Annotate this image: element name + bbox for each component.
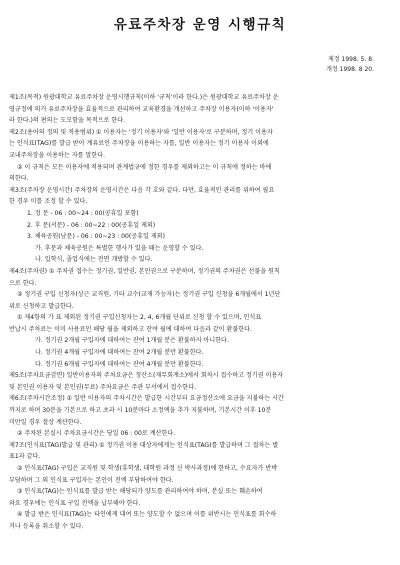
text-line: 까지로 하며 30분을 기본으로 하고 초과 시 10분마다 소정액을 추가 지불하며, 기본시간 이후 10분 xyxy=(9,407,272,415)
text-line: 제5조(주차요금감면) 일반이용자의 주차요금은 정산소(재무회계소)에서 회차시 접수하고 정기권 이용자 xyxy=(9,372,284,380)
text-line: 와요 경우에는 인식표 구입 전액을 납부해야 한다. xyxy=(9,499,141,507)
text-line: 영규정에 의거 유료주차장을 효율적으로 관리하여 교육환경을 개선하고 주차장 이용자(이하 '이용자' xyxy=(9,105,274,113)
text-line: 제4조(주차권) ① 주차권 접수는 정기권, 일반권, 본인권으로 구분하며, 정기권의 주차권은 선불을 원칙 xyxy=(9,267,280,275)
enacted-date: 제정 1998. 5. 8. xyxy=(328,56,374,63)
text-line: 및 본인권 이용자 및 본인권(무료) 주차요금은 주관 부서에서 접수한다. xyxy=(9,383,197,391)
text-line: 가. 후문과 체육공원은 특별한 행사가 있을 때는 운영할 수 있다. xyxy=(35,244,204,252)
text-line: 는 인식표(TAG)를 발급 받아 계유료인 주차장을 이용하는 자를, 일반 이용자는 정기 이용자 이외에 xyxy=(9,140,269,148)
text-line: 한 경우 이를 조정 할 수 있다. xyxy=(9,198,88,206)
text-line: 1. 정 문 - 06 : 00~24 : 00(공휴일 포함) xyxy=(27,209,139,217)
text-line: 제2조(용어의 정의 및 적용범위) ① 이용자는 '정기 이용자'와 '일반 이용자'로 구분하며, 정기 이용자 xyxy=(9,128,273,136)
text-line: 미만일 경우 절상 계산한다. xyxy=(9,418,82,426)
text-line: ① 제4항의 가 표 제외된 정기권 구입신청자는 2, 4, 6개월 단위로 신청 할 수 있으며, 인식표 xyxy=(17,314,262,322)
text-line: 표1과 같다. xyxy=(9,453,41,461)
text-line: ② 인식표(TAG) 구입은 교직원 및 학생(휴학생, 대학원 과정 신 박사과정)에 한하고, 수요자가 반박 xyxy=(17,465,278,472)
text-line: 나. 정기권 4개월 구입자에 대하여는 잔여 2개월 분만 환불한다. xyxy=(35,349,204,357)
text-line: 으로 한다. xyxy=(9,279,37,287)
text-line: ② 주차된 본실시 주차요금시간은 당일 06 : 00로 계산한다. xyxy=(17,430,176,438)
text-line: 거나 등록을 취소할 수 있다. xyxy=(9,522,84,530)
text-line: ② 이 규칙은 모든 이용자에 적용되며 관계법규에 정한 경우를 제외하고는 이 규칙에 정하는 바에 xyxy=(17,163,272,171)
text-line: 제7조(인식표(TAG)발급 및 관리) ① 정기권 이용 대상자에게는 인식표(TAG)를 발급하며 그 절차는 별 xyxy=(9,441,279,449)
text-line: 제6조(주차시간조정) ① 일반 이용자의 주차시간은 발급한 시간부터 요금정산소에 요금을 지불하는 시간 xyxy=(9,395,284,403)
document-title: 유료주차장 운영 시행규칙 xyxy=(113,17,287,33)
text-line: 나. 입학식, 졸업식에는 전면 개방할 수 있다. xyxy=(35,256,153,264)
text-line: ④ 발급 받은 인식표(TAG)는 타인에게 대여 또는 양도할 수 없으며 이를 위반시는 인식표를 회수하 xyxy=(17,511,277,519)
text-line: 다. 정기권 6개월 구입자에 대하여는 잔여 4개월 분만 환불한다. xyxy=(35,360,204,368)
text-line: 의한다. xyxy=(9,175,29,183)
text-line: ③ 인식표(TAG)는 인식표를 발급 받는 해당되가 양도를 관리하여야 하며, 분실 또는 훼손하여 xyxy=(17,488,263,496)
text-line: 위로 신청하고 발급한다. xyxy=(9,302,74,310)
text-line: ② 정기권 구입 신청자(상근 교직원, 기타 교수(교재 가능자)는 정기권 구입 신청을 6개월에서 1년단 xyxy=(17,291,281,299)
amended-date: 개정 1998. 8 20. xyxy=(326,66,374,73)
document-body xyxy=(9,92,392,533)
text-line: 반납시 주차료는 이미 사용료인 해당 월을 제외하고 잔여 월에 대하여 다음과 같이 환불한다. xyxy=(9,325,252,333)
text-line: 부담하며 그 외 인식표 구입자는 본인이 전액 부담하여야 한다. xyxy=(9,476,174,484)
text-line: 제3조(주차장 운영시간) 주차장의 운영시간은 다음 각 호와 같다. 다만, 효율적인 관리를 위하여 필요 xyxy=(9,186,275,194)
text-line: 2. 후 문(서문) - 06 : 00~22 : 00(공휴일 제외) xyxy=(27,221,156,229)
text-line: 교내주차장을 이용하는 자를 말한다. xyxy=(9,151,106,159)
text-line: 제1조(목적) 원광대학교 유료주차장 운영시행규칙(이하 '규칙'이라 한다.)은 원광대학교 유료주차장 운 xyxy=(9,94,279,101)
text-line: 가. 정기권 2개월 구입자에 대하여는 잔여 1개월 분은 환불하지 아니한다. xyxy=(35,337,229,345)
text-line: 라 한다.)의 편의는 도모함을 목적으로 한다. xyxy=(9,117,126,125)
text-line: 3. 체육공원(남문) - 06 : 00~23 : 00(공휴일 제외) xyxy=(27,233,165,241)
